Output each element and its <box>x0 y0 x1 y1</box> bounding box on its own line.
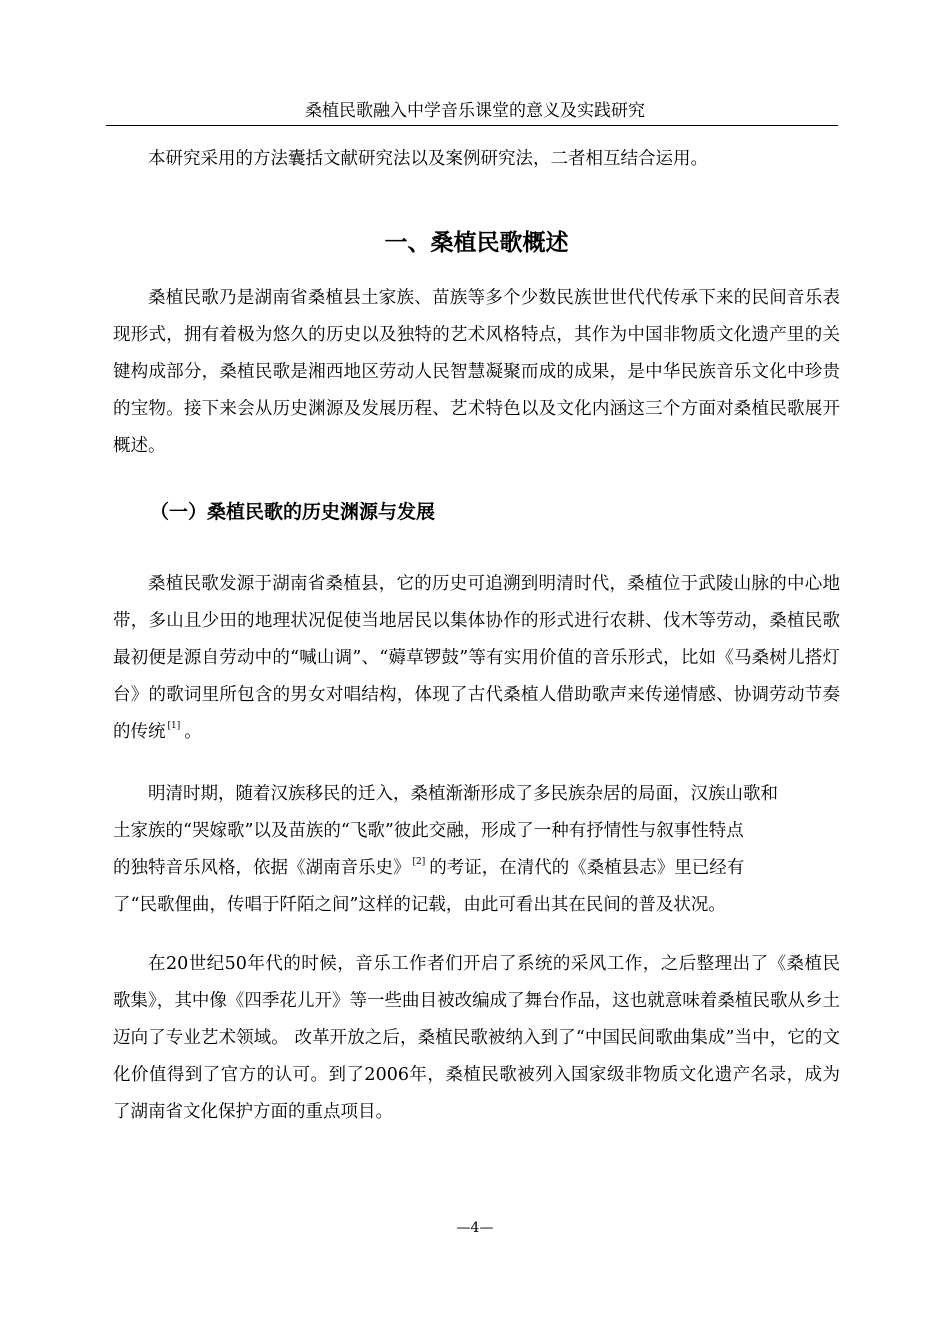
history-paragraph-2-line-3-b: 的考证，在清代的《桑植县志》里已经有 <box>429 858 745 878</box>
page-number: —4— <box>456 1220 494 1236</box>
history-paragraph-1-text: 桑植民歌发源于湖南省桑植县，它的历史可追溯到明清时代，桑植位于武陵山脉的中心地带，多山且少田的地理状况促使当地居民以集体协作的形式进行农耕、伐木等劳动，桑植民歌最初便是源自劳动中的“喊山调”、“薅草锣鼓”等有实用价值的音乐形式，比如《马桑树儿搭灯台》的歌词里所包含的男女对唱结构，体现了古代桑植人借助歌声来传递情感、协调劳动节奏的传统 <box>113 574 840 742</box>
history-paragraph-1 <box>113 566 840 751</box>
intro-paragraph: 本研究采用的方法囊括文献研究法以及案例研究法，二者相互结合运用。 <box>148 149 708 169</box>
history-paragraph-2-line-1: 明清时期，随着汉族移民的迁入，桑植渐渐形成了多民族杂居的局面，汉族山歌和 <box>148 784 778 804</box>
header-rule <box>106 125 838 126</box>
subsection-title: （一）桑植民歌的历史渊源与发展 <box>150 501 436 523</box>
citation-ref-2: [2] <box>412 857 426 867</box>
section-title: 一、桑植民歌概述 <box>384 230 569 256</box>
history-paragraph-2-line-3 <box>113 850 840 887</box>
history-paragraph-2-line-3-a: 的独特音乐风格，依据《湖南音乐史》 <box>113 858 411 878</box>
history-paragraph-1-end: 。 <box>184 722 202 742</box>
history-paragraph-2-line-4: 了“民歌俚曲，传唱于阡陌之间”这样的记载，由此可看出其在民间的普及状况。 <box>113 895 726 915</box>
citation-ref-1: [1] <box>167 721 181 731</box>
running-header: 桑植民歌融入中学音乐课堂的意义及实践研究 <box>305 101 645 121</box>
history-paragraph-2-line-2: 土家族的“哭嫁歌”以及苗族的“飞歌”彼此交融，形成了一种有抒情性与叙事性特点 <box>113 821 744 841</box>
section-overview-paragraph: 桑植民歌乃是湖南省桑植县土家族、苗族等多个少数民族世世代代传承下来的民间音乐表现形式，拥有着极为悠久的历史以及独特的艺术风格特点，其作为中国非物质文化遗产里的关键构成部分，桑植民歌是湘西地区劳动人民智慧凝聚而成的成果，是中华民族音乐文化中珍贵的宝物。接下来会从历史渊源及发展历程、艺术特色以及文化内涵这三个方面对桑植民歌展开概述。 <box>113 288 840 456</box>
history-paragraph-3: 在20世纪50年代的时候，音乐工作者们开启了系统的采风工作，之后整理出了《桑植民歌集》，其中像《四季花儿开》等一些曲目被改编成了舞台作品，这也就意味着桑植民歌从乡土迈向了专业艺术领域。 改革开放之后，桑植民歌被纳入到了“中国民间歌曲集成”当中，它的文化价值得到了官方的认可。到了2006年，桑植民歌被列入国家级非物质文化遗产名录，成为了湖南省文化保护方面的重点项目。 <box>113 954 840 1122</box>
